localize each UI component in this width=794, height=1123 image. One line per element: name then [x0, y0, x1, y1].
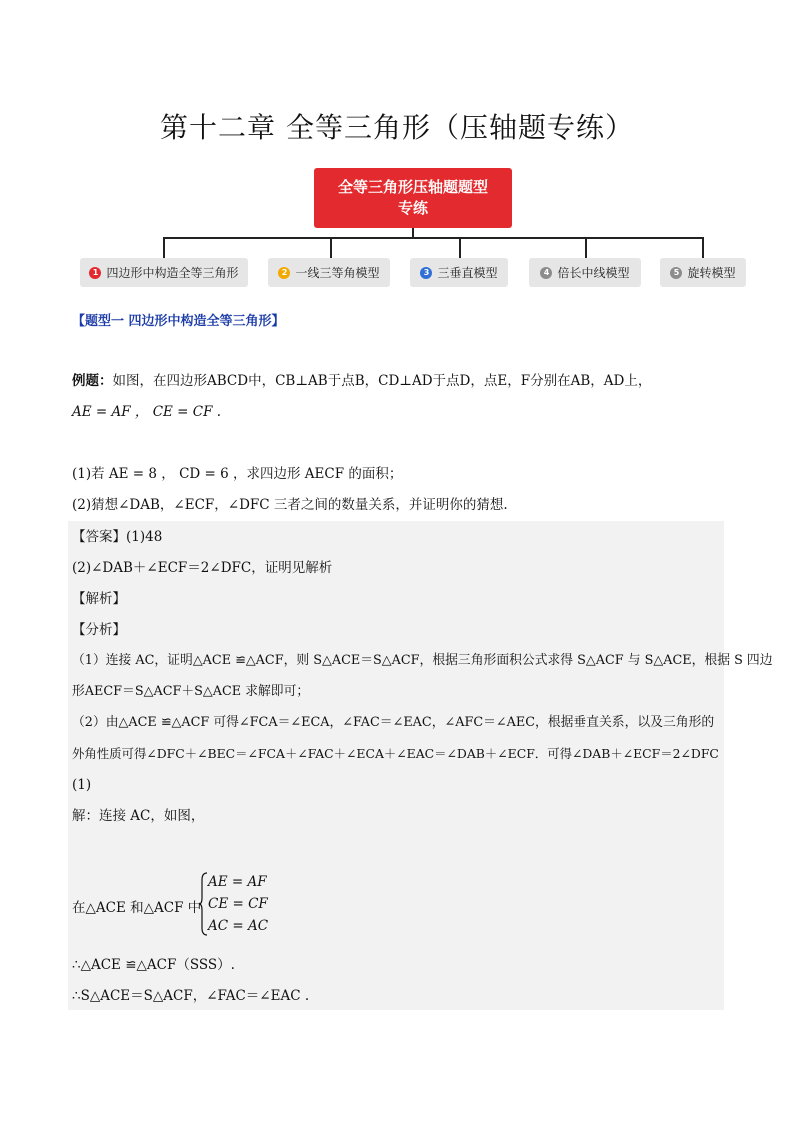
- brace-label: 在△ACE 和△ACF 中: [72, 900, 202, 916]
- mindmap-root-line2: 专练: [397, 199, 428, 217]
- mindmap-node-5: [660, 258, 746, 287]
- conclusion-1: ∴△ACE ≌△ACF（SSS）.: [72, 957, 235, 973]
- brace-eq-2: CE = CF: [208, 896, 268, 912]
- answer-shade: [68, 521, 724, 1010]
- number-badge-icon: 2: [278, 267, 290, 279]
- answer-label: 【答案】: [72, 529, 126, 545]
- mindmap-branch-5: [702, 237, 704, 258]
- mindmap-node-3: [410, 258, 508, 287]
- fenxi-label: 【分析】: [72, 622, 126, 638]
- answer-2: (2)∠DAB＋∠ECF＝2∠DFC，证明见解析: [72, 560, 333, 576]
- mindmap-node-label: 三垂直模型: [437, 266, 498, 280]
- example-line-1: [72, 371, 651, 391]
- mindmap-node-4: [529, 258, 641, 287]
- number-badge-icon: 5: [670, 267, 682, 279]
- mindmap-bar: [163, 237, 704, 239]
- mindmap-node-label: 四边形中构造全等三角形: [106, 266, 239, 280]
- mindmap-branch-2: [330, 237, 332, 258]
- example-line-2: AE = AF ， CE = CF .: [72, 404, 222, 420]
- analysis-p2b: 外角性质可得∠DFC＋∠BEC＝∠FCA＋∠FAC＋∠ECA＋∠EAC＝∠DAB＋∠ECF．可得∠DAB＋∠ECF＝2∠DFC: [72, 746, 719, 761]
- number-badge-icon: 4: [540, 267, 552, 279]
- analysis-p2a: （2）由△ACE ≌△ACF 可得∠FCA＝∠ECA，∠FAC＝∠EAC，∠AFC＝∠AEC，根据垂直关系，以及三角形的: [72, 715, 715, 730]
- jiexi-label: 【解析】: [72, 591, 126, 607]
- analysis-p1a: （1）连接 AC，证明△ACE ≌△ACF，则 S△ACE＝S△ACF，根据三角形面积公式求得 S△ACF 与 S△ACE，根据 S 四边: [72, 653, 773, 668]
- answer-1: (1)48: [126, 529, 163, 545]
- number-badge-icon: 3: [420, 267, 432, 279]
- example-label: 例题：: [72, 373, 113, 389]
- question-1: (1)若 AE = 8 ， CD = 6 ，求四边形 AECF 的面积；: [72, 466, 403, 482]
- mindmap-root: [314, 168, 512, 228]
- number-badge-icon: 1: [89, 267, 101, 279]
- page-title: 第十二章 全等三角形（压轴题专练）: [160, 111, 634, 144]
- left-brace-icon: [198, 872, 208, 936]
- mindmap-node-1: [80, 258, 248, 287]
- brace-eq-3: AC = AC: [208, 918, 269, 934]
- mindmap-node-label: 倍长中线模型: [557, 266, 630, 280]
- solution-line: 解：连接 AC，如图，: [72, 808, 205, 824]
- answer-line-1: [72, 527, 162, 547]
- example-text-1: 如图，在四边形ABCD中，CB⊥AB于点B，CD⊥AD于点D，点E，F分别在AB，AD上，: [112, 373, 652, 389]
- mindmap-branch-3: [459, 237, 461, 258]
- mindmap-node-2: [268, 258, 390, 287]
- brace-eq-1: AE = AF: [208, 874, 267, 890]
- mindmap-branch-4: [585, 237, 587, 258]
- sub-part-1: (1): [72, 777, 92, 793]
- mindmap-root-line1: 全等三角形压轴题题型: [337, 178, 488, 196]
- analysis-p1b: 形AECF＝S△ACF＋S△ACE 求解即可；: [72, 684, 310, 699]
- mindmap-node-label: 旋转模型: [687, 266, 736, 280]
- mindmap-node-label: 一线三等角模型: [295, 266, 380, 280]
- mindmap-branch-1: [163, 237, 165, 258]
- conclusion-2: ∴S△ACE＝S△ACF，∠FAC＝∠EAC .: [72, 988, 310, 1004]
- section-heading: 【题型一 四边形中构造全等三角形】: [72, 314, 285, 329]
- question-2: (2)猜想∠DAB，∠ECF，∠DFC 三者之间的数量关系，并证明你的猜想.: [72, 497, 508, 513]
